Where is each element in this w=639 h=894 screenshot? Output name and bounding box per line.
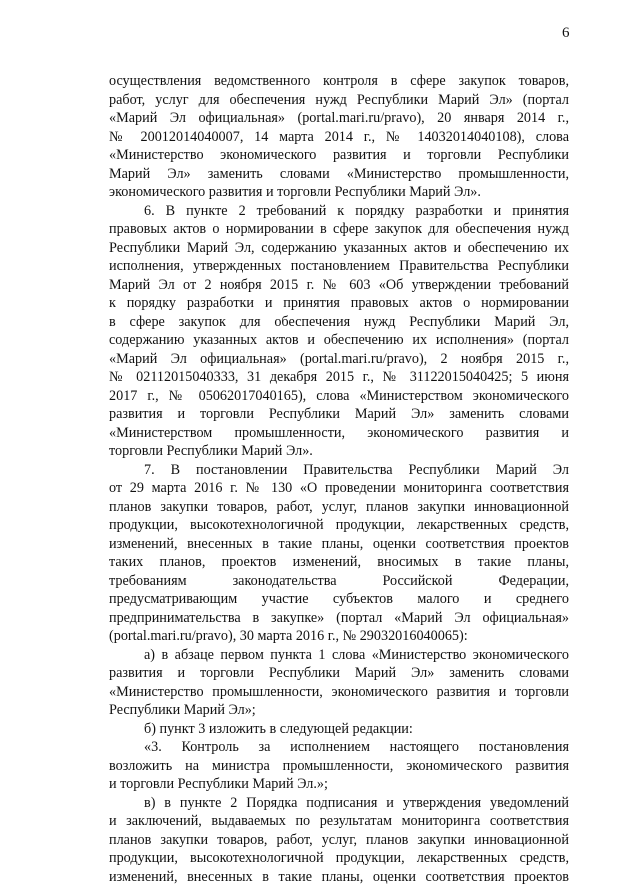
text-line: изменений, внесенных в такие планы, оценки соответствия проектов [109,868,569,885]
text-line: № 02112015040333, 31 декабря 2015 г., № 31122015040425; 5 июня [109,369,569,385]
text-line: работ, услуг для обеспечения нужд Республики Марий Эл» (портал [109,91,569,108]
text-line: 2017 г., № 05062017040165), слова «Министерством экономического [109,387,569,404]
text-line: продукции, высокотехнологичной продукции, лекарственных средств, [109,850,569,866]
body-text [109,72,569,886]
text-line: «Министерством промышленности, экономического развития и [109,424,569,441]
text-line: Марий Эл» заменить словами «Министерство промышленности, [109,165,569,182]
text-line: «Марий Эл официальная» (portal.mari.ru/pravo), 20 января 2014 г., [109,110,569,126]
text-line: правовых актов о нормировании в сфере закупок для обеспечения нужд [109,221,569,237]
text-line: возложить на министра промышленности, экономического развития [109,757,569,774]
text-line: Республики Марий Эл»; [109,702,256,718]
text-line: «3. Контроль за исполнением настоящего постановления [144,739,569,755]
text-line: требованиям законодательства Российской Федерации, [109,572,569,589]
text-line: «Министерство экономического развития и торговли Республики [109,147,569,163]
text-line: 7. В постановлении Правительства Республики Марий Эл [144,461,569,478]
text-line: и заключений, выдаваемых по результатам мониторинга соответствия [109,813,569,829]
text-line: от 29 марта 2016 г. № 130 «О проведении мониторинга соответствия [109,480,569,496]
text-line: а) в абзаце первом пункта 1 слова «Министерство экономического [144,646,569,663]
text-line: б) пункт 3 изложить в следующей редакции: [144,720,413,737]
text-line: «Министерство промышленности, экономического развития и торговли [109,683,569,700]
text-line: исполнения, утвержденных постановлением Правительства Республики [109,258,569,274]
text-line: (portal.mari.ru/pravo), 30 марта 2016 г., № 29032016040065): [109,628,468,644]
page-number: 6 [562,25,570,41]
text-line: 6. В пункте 2 требований к порядку разработки и принятия [144,202,569,219]
text-line: торговли Республики Марий Эл». [109,443,313,459]
text-line: в) в пункте 2 Порядка подписания и утверждения уведомлений [144,794,569,811]
text-line: изменений, внесенных в такие планы, оценки соответствия проектов [109,535,569,552]
text-line: № 20012014040007, 14 марта 2014 г., № 14032014040108), слова [109,128,569,145]
text-line: Республики Марий Эл, содержанию указанных актов и обеспечению их [109,239,569,256]
text-line: в сфере закупок для обеспечения нужд Республики Марий Эл, [109,313,569,330]
text-line: Марий Эл от 2 ноября 2015 г. № 603 «Об утверждении требований [109,276,569,293]
text-line: и торговли Республики Марий Эл.»; [109,776,328,792]
text-line: осуществления ведомственного контроля в сфере закупок товаров, [109,73,569,89]
text-line: к порядку разработки и принятия правовых актов о нормировании [109,295,569,311]
text-line: предпринимательства в закупке» (портал «Марий Эл официальная» [109,609,569,626]
text-line: планов закупки товаров, работ, услуг, планов закупки инновационной [109,498,569,515]
text-line: содержанию указанных актов и обеспечению их исполнения» (портал [109,332,569,348]
text-line: экономического развития и торговли Республики Марий Эл». [109,184,481,200]
text-line: планов закупки товаров, работ, услуг, планов закупки инновационной [109,831,569,848]
text-line: таких планов, проектов изменений, вносимых в такие планы, [109,554,569,570]
text-line: продукции, высокотехнологичной продукции, лекарственных средств, [109,517,569,533]
text-line: предусматривающим участие субъектов малого и среднего [109,591,569,607]
text-line: развития и торговли Республики Марий Эл» заменить словами [109,406,569,422]
text-line: развития и торговли Республики Марий Эл» заменить словами [109,665,569,681]
text-line: «Марий Эл официальная» (portal.mari.ru/pravo), 2 ноября 2015 г., [109,350,569,367]
